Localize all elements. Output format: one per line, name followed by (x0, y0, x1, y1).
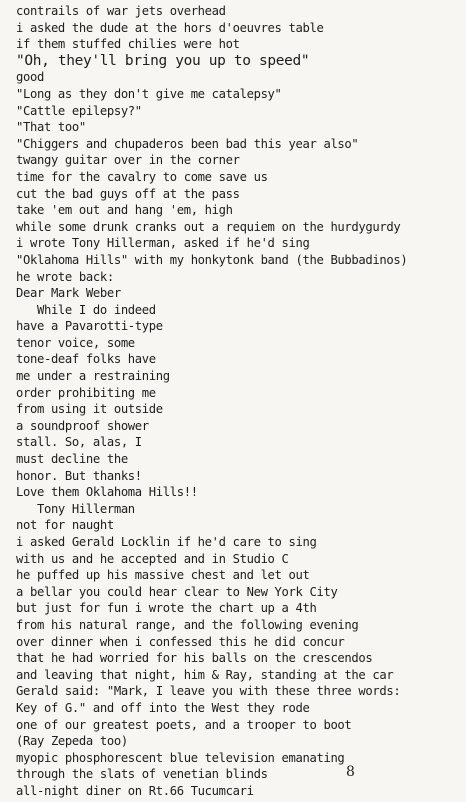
poem-line: "Chiggers and chupaderos been bad this year also" (16, 136, 359, 151)
page-number: 8 (346, 764, 355, 780)
poem-line: with us and he accepted and in Studio C (16, 551, 289, 566)
poem-line: not for naught (16, 518, 114, 533)
poem-line: all-night diner on Rt.66 Tucumcari (16, 783, 254, 798)
poem-line: Gerald said: "Mark, I leave you with these three words: (16, 684, 401, 699)
poem-line: that he had worried for his balls on the crescendos (16, 651, 373, 666)
poem-line: a bellar you could hear clear to New York City (16, 584, 338, 599)
poem-line: cut the bad guys off at the pass (16, 186, 240, 201)
poem-line: tone-deaf folks have (16, 352, 156, 367)
poem-line: "That too" (16, 120, 86, 135)
poem-line: While I do indeed (16, 302, 156, 317)
poem-line: over dinner when i confessed this he did concur (16, 634, 345, 649)
poem-line: he puffed up his massive chest and let out (16, 568, 310, 583)
poem-line: from his natural range, and the following evening (16, 617, 359, 632)
poem-line: contrails of war jets overhead (16, 4, 226, 18)
poem-line: Love them Oklahoma Hills!! (16, 485, 198, 500)
poem-line: he wrote back: (16, 269, 114, 284)
poem-line: Tony Hillerman (16, 501, 135, 516)
poem-line: me under a restraining (16, 369, 170, 384)
poem-line: myopic phosphorescent blue television emanating (16, 750, 345, 765)
poem-line: "Long as they don't give me catalepsy" (16, 86, 282, 101)
poem-line: Dear Mark Weber (16, 286, 121, 301)
poem-line: from using it outside (16, 402, 163, 417)
poem-line: but just for fun i wrote the chart up a 4th (16, 601, 317, 616)
poem-line: (Ray Zepeda too) (16, 734, 128, 749)
poem-line: while some drunk cranks out a requiem on the hurdygurdy (16, 219, 401, 234)
poem-line: "Oh, they'll bring you up to speed" (16, 52, 310, 69)
poem-line: and leaving that night, him & Ray, standing at the car (16, 667, 394, 682)
poem-line: i asked Gerald Locklin if he'd care to sing (16, 535, 317, 549)
poem-line: "Cattle epilepsy?" (16, 103, 142, 118)
poem-line: must decline the (16, 452, 128, 467)
poem-line: stall. So, alas, I (16, 435, 142, 450)
poem-line: one of our greatest poets, and a trooper to boot (16, 717, 352, 732)
poem-line: i asked the dude at the hors d'oeuvres table (16, 20, 324, 35)
poem-line: a soundproof shower (16, 418, 149, 433)
poem-line: take 'em out and hang 'em, high (16, 203, 233, 218)
poem-line: Key of G." and off into the West they rode (16, 700, 310, 715)
poem-line: good (16, 70, 44, 85)
poem-line: twangy guitar over in the corner (16, 153, 240, 168)
poem-line: honor. But thanks! (16, 468, 142, 483)
poem-line: have a Pavarotti-type (16, 319, 163, 334)
poem-line: order prohibiting me (16, 385, 156, 400)
poem-line: if them stuffed chilies were hot (16, 37, 240, 52)
poem-line: i wrote Tony Hillerman, asked if he'd sing (16, 236, 310, 251)
poem-line: tenor voice, some (16, 335, 135, 350)
poem-line: time for the cavalry to come save us (16, 169, 268, 184)
poem-line: through the slats of venetian blinds (16, 767, 268, 782)
poem-line: "Oklahoma Hills" with my honkytonk band (the Bubbadinos) (16, 252, 408, 267)
poem-text (16, 3, 462, 800)
